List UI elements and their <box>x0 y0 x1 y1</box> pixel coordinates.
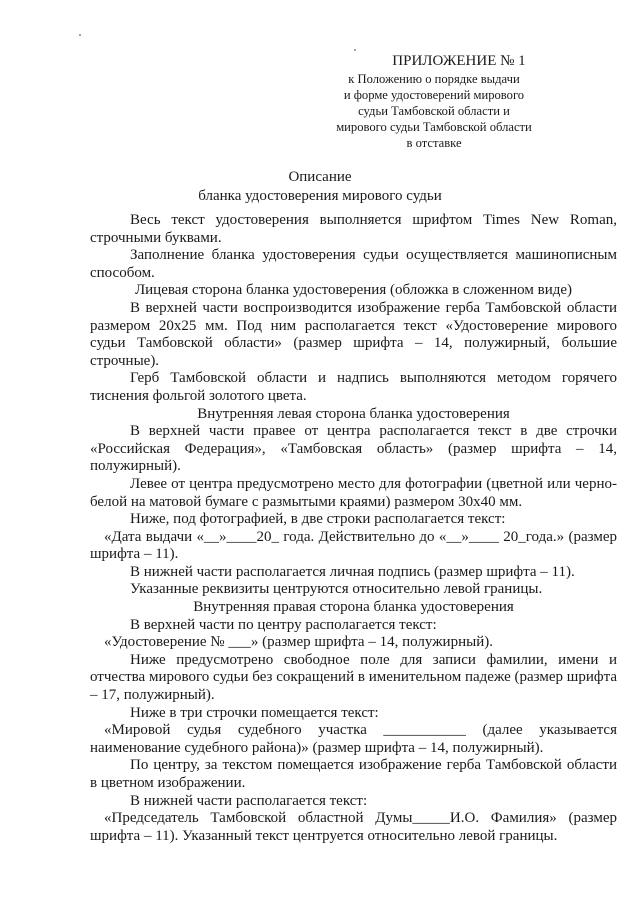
appendix-line: и форме удостоверений мирового <box>343 88 525 102</box>
paragraph: «Дата выдачи «__»____20_ года. Действительно до «__»____ 20_года.» (размер шрифта – 11). <box>90 528 617 563</box>
appendix-block <box>314 52 554 151</box>
paragraph: «Мировой судья судебного участка ___________ (далее указывается наименование судебного района)» (размер шрифта – 14, полужирный). <box>90 722 617 756</box>
appendix-line: к Положению о порядке выдачи <box>348 72 520 86</box>
paragraph: Ниже предусмотрено свободное поле для записи фамилии, имени и отчества мирового судьи без сокращений в именительном падеже (размер шрифта – 17, полужирный). <box>90 651 617 704</box>
paragraph: В верхней части правее от центра располагается текст в две строчки «Российская Федерация», «Тамбовская область» (размер шрифта – 14, полужирный). <box>90 423 617 475</box>
paragraph: Весь текст удостоверения выполняется шрифтом Times New Roman, строчными буквами. <box>90 212 617 246</box>
section-heading: Лицевая сторона бланка удостоверения (обложка в сложенном виде) <box>134 282 573 299</box>
section-heading: Внутренняя правая сторона бланка удостоверения <box>193 599 514 616</box>
paragraph: Указанные реквизиты центруются относительно левой границы. <box>130 581 543 598</box>
paragraph: Заполнение бланка удостоверения судьи осуществляется машинописным способом. <box>90 247 617 281</box>
scan-speck <box>79 34 81 36</box>
paragraph: В верхней части по центру располагается текст: <box>130 616 437 633</box>
document-title <box>90 168 550 206</box>
title-line: бланка удостоверения мирового судьи <box>198 188 442 204</box>
paragraph: Герб Тамбовской области и надпись выполняются методом горячего тиснения фольгой золотого цвета. <box>90 370 617 404</box>
paragraph: Левее от центра предусмотрено место для фотографии (цветной или черно-белой на матовой бумаге с размытыми краями) размером 30х40 мм. <box>90 475 617 510</box>
paragraph: В нижней части располагается личная подпись (размер шрифта – 11). <box>130 563 575 580</box>
paragraph: В верхней части воспроизводится изображение герба Тамбовской области размером 20х25 мм. Под ним располагается текст «Удостоверение мирового судьи Тамбовской области» (размер шрифта – 14, полужирный, большие строчные). <box>90 299 617 369</box>
paragraph: Ниже в три строчки помещается текст: <box>130 704 379 721</box>
scan-speck <box>354 49 356 51</box>
document-body <box>90 212 617 845</box>
title-line: Описание <box>288 169 352 185</box>
paragraph: В нижней части располагается текст: <box>130 792 368 809</box>
appendix-line: в отставке <box>406 136 462 150</box>
appendix-line: судьи Тамбовской области и <box>358 104 510 118</box>
section-heading: Внутренняя левая сторона бланка удостоверения <box>197 405 510 422</box>
appendix-heading: ПРИЛОЖЕНИЕ № 1 <box>392 53 526 69</box>
paragraph: Ниже, под фотографией, в две строки располагается текст: <box>130 511 506 528</box>
paragraph: «Председатель Тамбовской областной Думы_____И.О. Фамилия» (размер шрифта – 11). Указанный текст центруется относительно левой границы. <box>90 810 617 844</box>
paragraph: По центру, за текстом помещается изображение герба Тамбовской области в цветном изображении. <box>90 757 617 791</box>
paragraph: «Удостоверение № ___» (размер шрифта – 14, полужирный). <box>104 634 493 651</box>
appendix-line: мирового судьи Тамбовской области <box>336 120 532 134</box>
